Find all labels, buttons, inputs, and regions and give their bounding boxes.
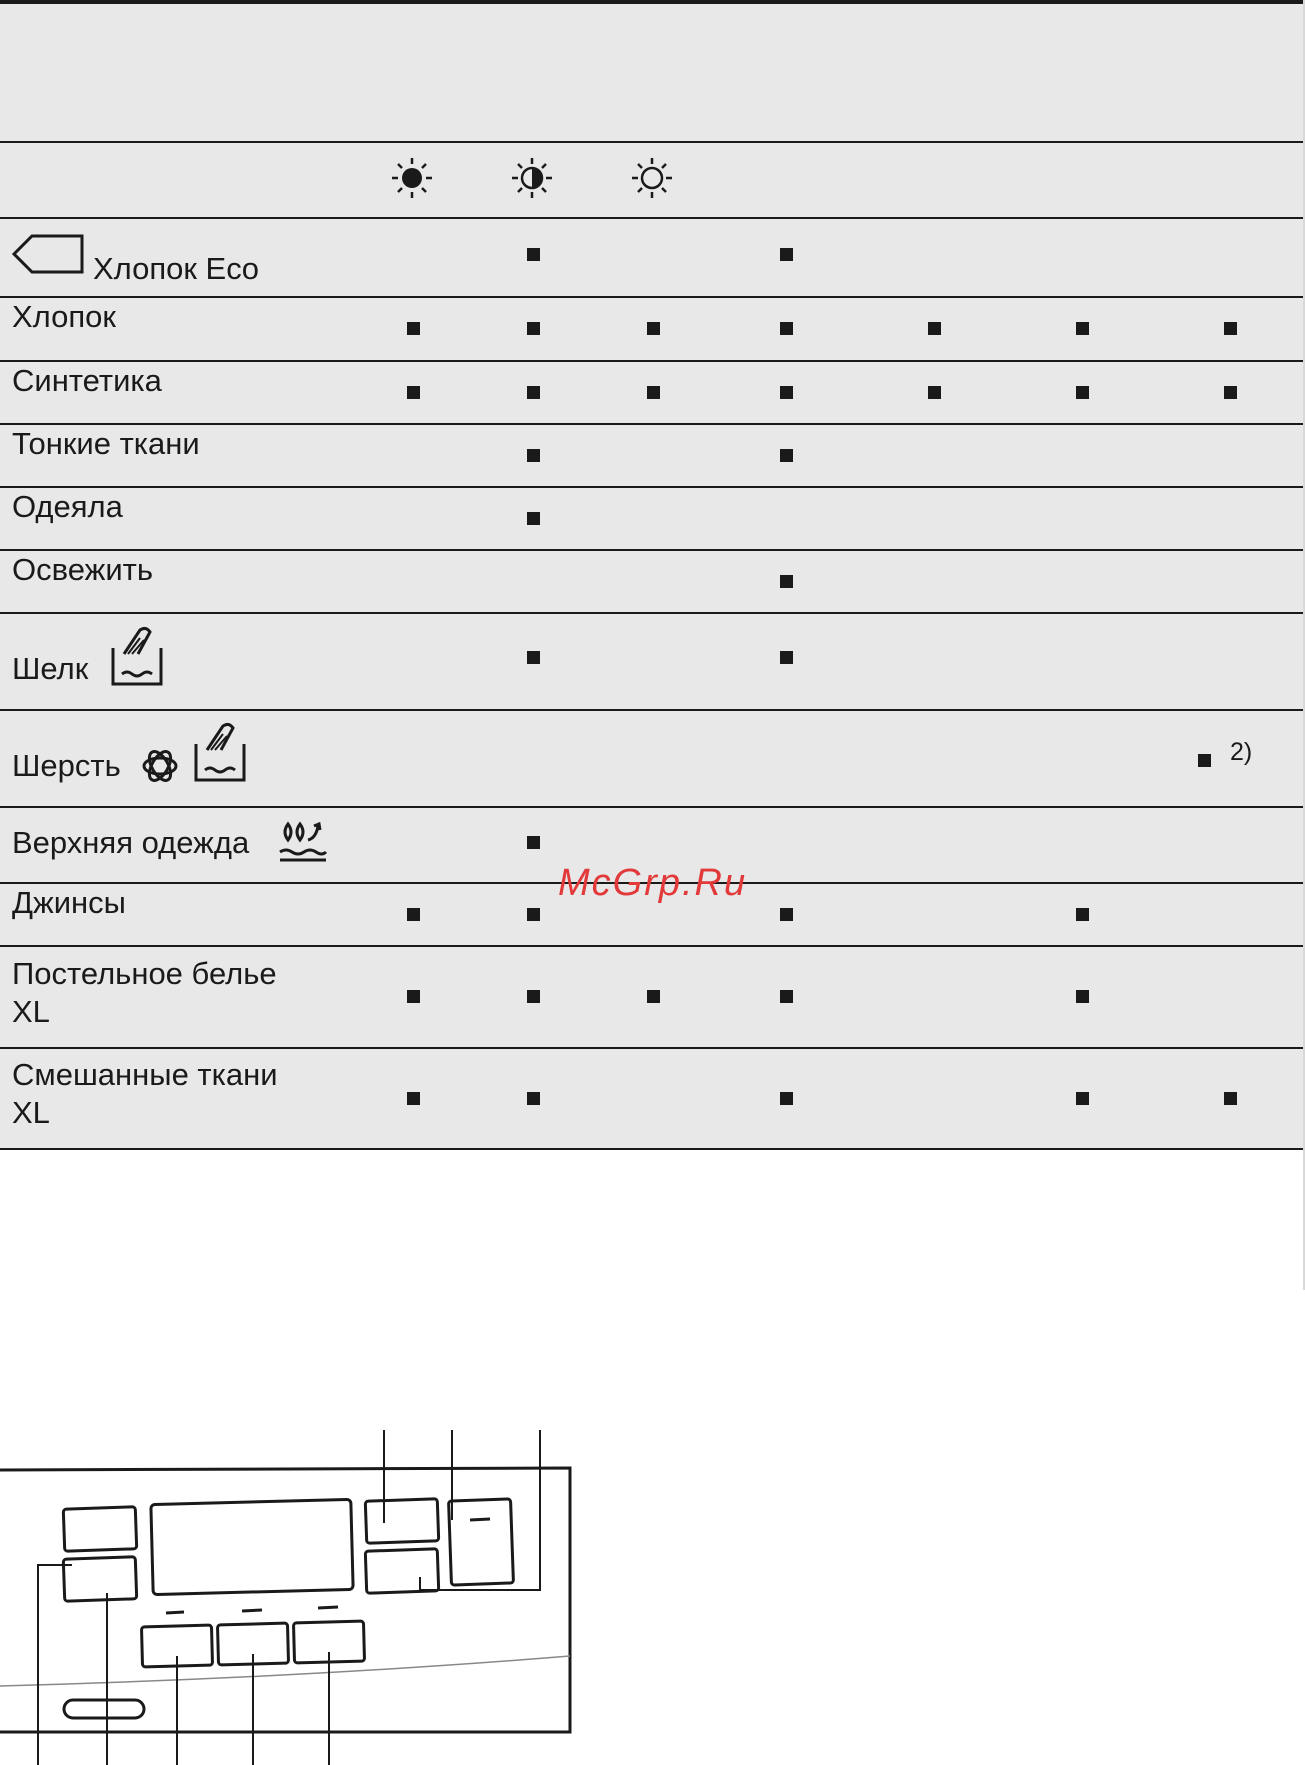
option-available-mark [647, 386, 660, 399]
option-available-mark [647, 322, 660, 335]
program-label: Хлопок [12, 299, 116, 334]
option-available-mark [780, 990, 793, 1003]
panel-button-3 [365, 1499, 438, 1543]
program-label: Шерсть [12, 748, 121, 783]
option-available-mark [527, 990, 540, 1003]
handwash-icon [110, 624, 164, 688]
option-available-mark [1076, 990, 1089, 1003]
row-divider [0, 549, 1305, 551]
row-divider [0, 709, 1305, 711]
eco-tag-icon [12, 234, 84, 274]
option-available-mark [780, 908, 793, 921]
option-available-mark [527, 512, 540, 525]
program-label: Освежить [12, 552, 154, 587]
option-available-mark [780, 651, 793, 664]
row-divider [0, 1047, 1305, 1049]
header-bottom-divider [0, 217, 1305, 219]
option-available-mark [527, 248, 540, 261]
option-available-mark [928, 386, 941, 399]
option-available-mark [780, 1092, 793, 1105]
row-divider [0, 360, 1305, 362]
row-divider [0, 612, 1305, 614]
panel-button-4 [365, 1549, 438, 1593]
option-available-mark [1076, 322, 1089, 335]
option-available-mark [1076, 908, 1089, 921]
option-available-mark [1224, 386, 1237, 399]
row-divider [0, 806, 1305, 808]
option-available-mark [527, 908, 540, 921]
handwash-icon [193, 720, 247, 784]
row-divider [0, 945, 1305, 947]
option-available-mark [1224, 1092, 1237, 1105]
panel-start-button [449, 1499, 514, 1585]
option-available-mark [407, 386, 420, 399]
option-available-mark [1076, 1092, 1089, 1105]
program-label-line2: XL [12, 994, 50, 1029]
option-available-mark [527, 449, 540, 462]
option-available-mark [407, 908, 420, 921]
sun-full-icon [390, 156, 434, 200]
option-available-mark [928, 322, 941, 335]
program-label: Джинсы [12, 885, 126, 920]
program-label: Хлопок Eco [93, 251, 259, 286]
panel-button-2 [63, 1557, 136, 1601]
program-label: Постельное белье [12, 956, 277, 991]
row-divider [0, 486, 1305, 488]
program-label: Синтетика [12, 363, 162, 398]
woolmark-icon [140, 746, 180, 786]
sun-half-icon [510, 156, 554, 200]
control-panel-diagram [0, 1430, 600, 1765]
option-available-mark [1224, 322, 1237, 335]
panel-dispenser-handle [64, 1700, 144, 1718]
option-available-mark [1198, 754, 1211, 767]
option-available-mark [780, 575, 793, 588]
option-available-mark [407, 990, 420, 1003]
option-available-mark [527, 322, 540, 335]
option-available-mark [407, 322, 420, 335]
sun-empty-icon [630, 156, 674, 200]
footnote-marker: 2) [1230, 738, 1253, 766]
program-label-line2: XL [12, 1095, 50, 1130]
option-available-mark [780, 322, 793, 335]
row-divider [0, 296, 1305, 298]
program-label: Тонкие ткани [12, 426, 200, 461]
option-available-mark [647, 990, 660, 1003]
callout-line-4 [38, 1565, 72, 1765]
option-available-mark [780, 248, 793, 261]
program-label: Верхняя одежда [12, 825, 250, 860]
option-available-mark [527, 386, 540, 399]
table-top-border [0, 0, 1305, 4]
option-available-mark [780, 449, 793, 462]
watermark: McGrp.Ru [558, 862, 748, 904]
row-divider [0, 1148, 1305, 1150]
option-available-mark [1076, 386, 1089, 399]
panel-button-1 [63, 1507, 136, 1551]
program-label: Одеяла [12, 489, 123, 524]
option-available-mark [527, 1092, 540, 1105]
program-label: Смешанные ткани [12, 1057, 278, 1092]
option-available-mark [407, 1092, 420, 1105]
panel-display [151, 1499, 353, 1594]
option-available-mark [527, 836, 540, 849]
program-label: Шелк [12, 651, 89, 686]
outdoor-wash-icon [278, 818, 328, 864]
option-available-mark [527, 651, 540, 664]
option-available-mark [780, 386, 793, 399]
header-divider [0, 141, 1305, 143]
